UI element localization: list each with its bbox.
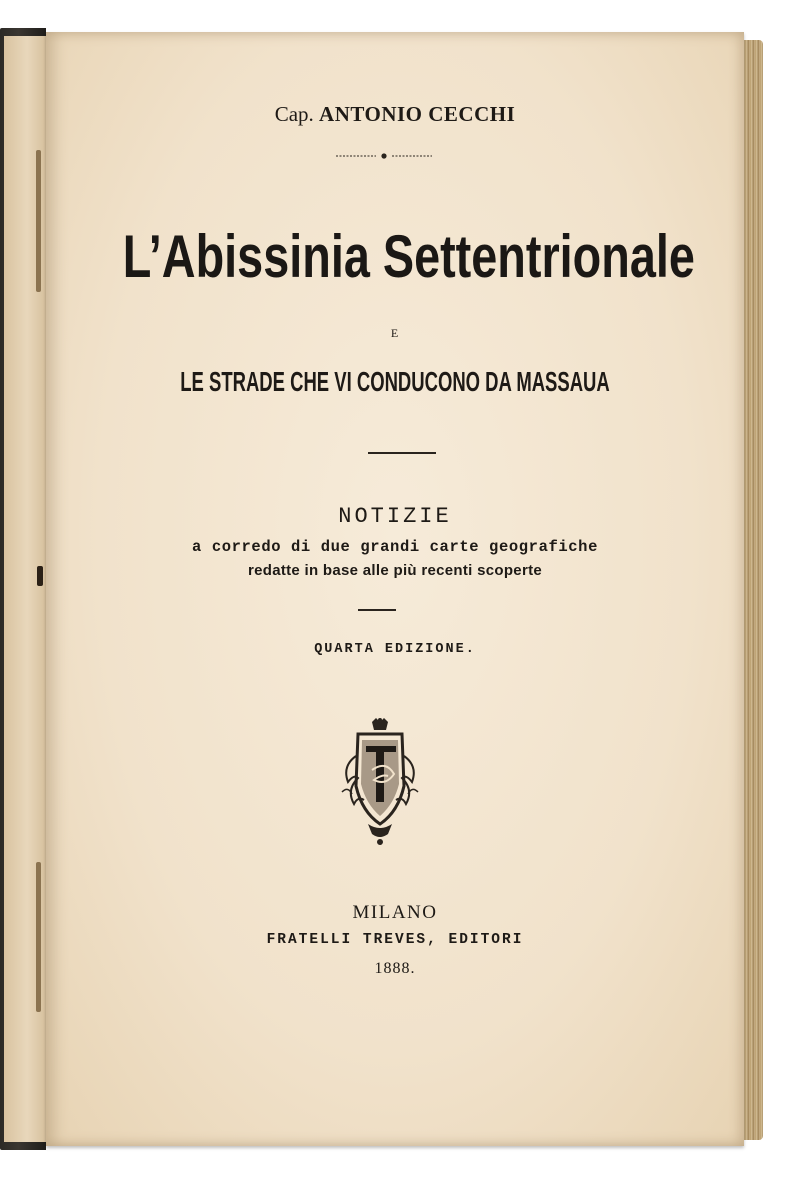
divider-rule	[368, 452, 436, 454]
book-subtitle: LE STRADE CHE VI CONDUCONO DA MASSAUA	[180, 366, 610, 397]
dotted-rule-ornament-icon	[336, 152, 432, 160]
binding-stitch	[37, 566, 43, 586]
book-title: L’Abissinia Settentrionale	[122, 223, 695, 290]
publisher-name: FRATELLI TREVES, EDITORI	[266, 932, 524, 948]
binding-stitch	[36, 150, 41, 292]
author-prefix: Cap.	[274, 102, 314, 126]
section-heading: NOTIZIE	[338, 504, 452, 529]
publisher-monogram-emblem-icon	[338, 716, 422, 846]
description-line-1: a corredo di due grandi carte geografiche	[192, 538, 598, 556]
divider-rule	[358, 609, 396, 611]
author-line	[46, 102, 744, 127]
title-conjunction: E	[390, 326, 400, 340]
binding-stitch	[36, 862, 41, 1012]
author-name: ANTONIO CECCHI	[319, 102, 516, 126]
edition-statement: QUARTA EDIZIONE.	[314, 642, 476, 657]
publication-year: 1888.	[374, 960, 416, 977]
description-line-2: redatte in base alle più recenti scoperte	[247, 562, 543, 579]
publication-place: MILANO	[352, 902, 438, 923]
title-page	[46, 32, 744, 1146]
